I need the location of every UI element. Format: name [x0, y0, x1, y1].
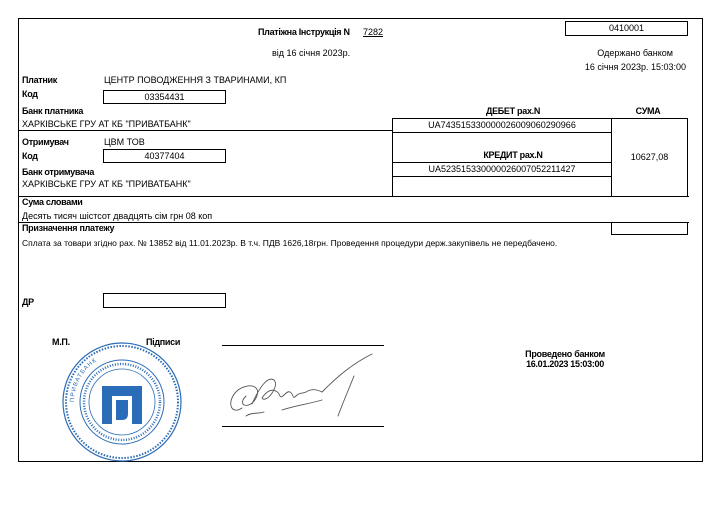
recipient-code-label: Код [22, 151, 38, 161]
purpose-text: Сплата за товари згідно рах. № 13852 від 11.01.2023р. В т.ч. ПДВ 1626,18грн. Проведення процедури держ.закупівель не передбачено. [22, 238, 558, 248]
recipient-name: ЦВМ ТОВ [104, 137, 145, 147]
signatures-label: Підписи [146, 337, 181, 347]
bank-stamp-seal [60, 340, 184, 464]
instruction-number: 7282 [363, 27, 384, 37]
recipient-code-box: 40377404 [103, 149, 226, 163]
debit-account-box: UA743515330000026009060290966 [392, 118, 612, 133]
privatbank-logo-icon [102, 386, 142, 424]
purpose-label: Призначення платежу [22, 223, 115, 233]
payer-code-box: 03354431 [103, 90, 226, 104]
amount-box: 10627,08 [611, 118, 688, 197]
amount-words-value: Десять тисяч шістсот двадцять сім грн 08 коп [22, 211, 213, 221]
recipient-section-bottom-line [19, 196, 689, 197]
payer-name: ЦЕНТР ПОВОДЖЕННЯ З ТВАРИНАМИ, КП [104, 75, 287, 85]
received-datetime: 16 січня 2023р. 15:03:00 [584, 62, 686, 72]
debit-label: ДЕБЕТ рах.N [485, 106, 541, 116]
dr-label: ДР [22, 297, 34, 307]
payer-bank-underline [19, 130, 392, 131]
payer-code-label: Код [22, 89, 38, 99]
signature-line-bottom [222, 426, 384, 427]
processed-datetime: 16.01.2023 15:03:00 [526, 359, 604, 369]
mp-label: М.П. [52, 337, 70, 347]
instruction-date: від 16 січня 2023р. [272, 48, 351, 58]
amount-words-underline [19, 222, 689, 223]
payer-bank: ХАРКІВСЬКЕ ГРУ АТ КБ "ПРИВАТБАНК" [22, 119, 191, 129]
recipient-label: Отримувач [22, 137, 69, 147]
credit-account-box: UA523515330000026007052211427 [392, 162, 612, 177]
credit-label: КРЕДИТ рах.N [483, 150, 543, 160]
processed-label: Проведено банком [525, 349, 605, 359]
amount-words-label: Сума словами [22, 197, 83, 207]
purpose-side-box [611, 222, 688, 235]
amount-label: СУМА [635, 106, 661, 116]
form-code-box: 0410001 [565, 21, 688, 36]
payer-bank-label: Банк платника [22, 106, 84, 116]
handwritten-signature [222, 346, 384, 426]
recipient-bank: ХАРКІВСЬКЕ ГРУ АТ КБ "ПРИВАТБАНК" [22, 179, 191, 189]
received-label: Одержано банком [597, 48, 673, 58]
stamp-ring-text: ПРИВАТБАНК [69, 357, 99, 403]
dr-box [103, 293, 226, 308]
recipient-bank-label: Банк отримувача [22, 167, 95, 177]
payer-label: Платник [22, 75, 57, 85]
form-title: Платіжна Інструкція N [258, 27, 350, 37]
